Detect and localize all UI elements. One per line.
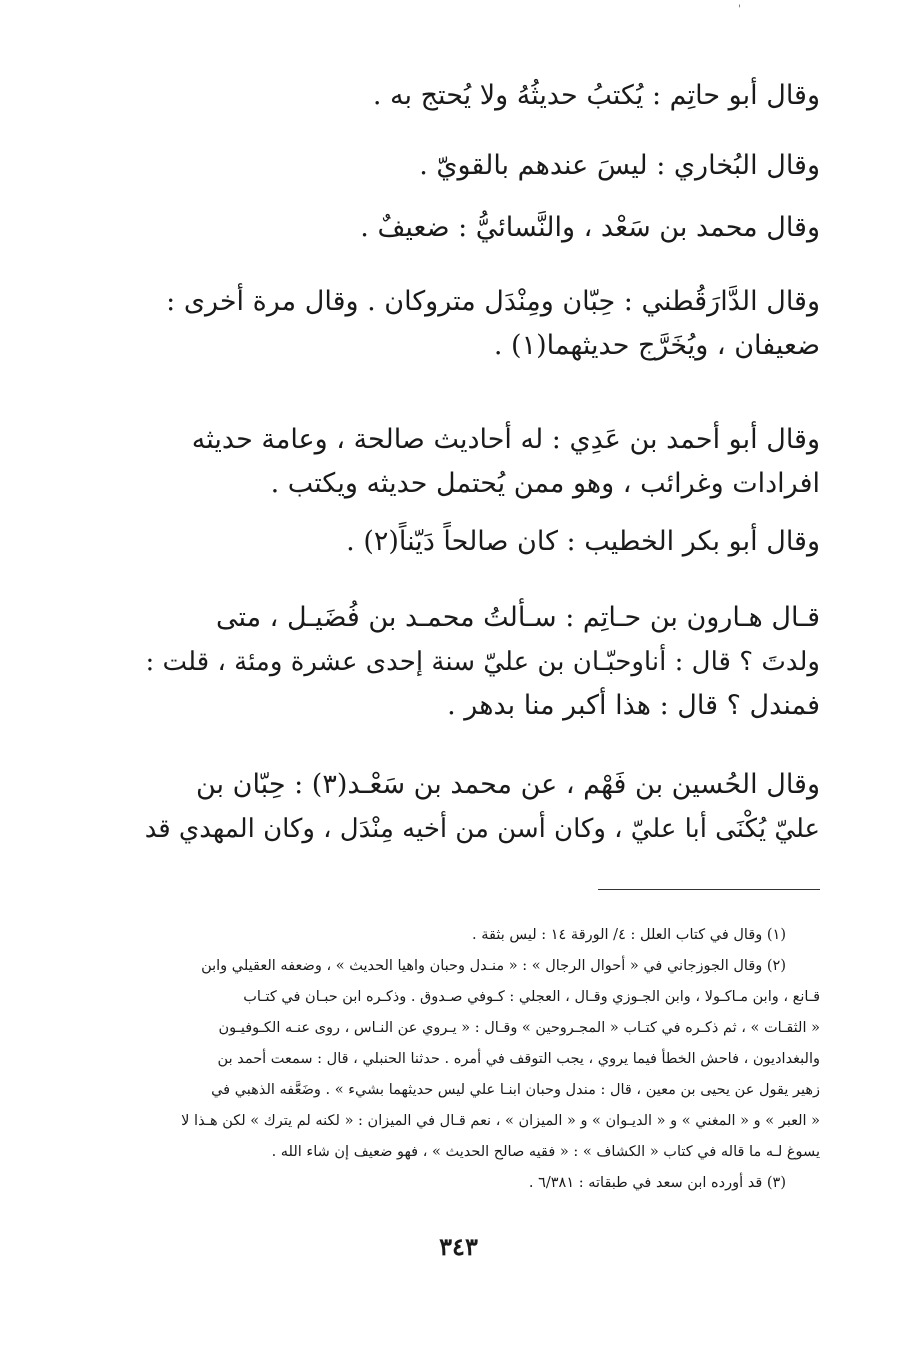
- paragraph-5: [138, 418, 820, 506]
- footnotes: [138, 920, 820, 1199]
- text-line: وقال البُخاري : ليسَ عندهم بالقويّ .: [419, 150, 820, 181]
- text-line: وقال أبو بكر الخطيب : كان صالحاً دَيّناً(٢) .: [346, 526, 820, 557]
- footnote-2: [138, 951, 820, 1168]
- footnote-line: والبغداديون ، فاحش الخطأ فيما يروي ، يجب التوقف في أمره . حدثنا الحنبلي ، قال : سمعت أحمد بن: [217, 1051, 820, 1067]
- text-line: عليّ يُكْنَى أبا عليّ ، وكان أسن من أخيه مِنْدَل ، وكان المهدي قد: [144, 814, 820, 844]
- text-line: وقال محمد بن سَعْد ، والنَّسائيُّ : ضعيفٌ .: [360, 212, 820, 243]
- footnote-line: قـانع ، وابن مـاكـولا ، وابن الجـوزي وقـال ، العجلي : كـوفي صـدوق . وذكـره ابن حبـان في كتـاب: [243, 989, 820, 1005]
- text-line: فمندل ؟ قال : هذا أكبر منا بدهر .: [447, 690, 820, 721]
- footnote-line: (٢) وقال الجوزجاني في « أحوال الرجال » : « منـدل وحبان واهيا الحديث » ، وضعفه العقيلي وابن: [201, 958, 786, 974]
- text-line: ولدتَ ؟ قال : أناوحبّـان بن عليّ سنة إحدى عشرة ومئة ، قلت :: [145, 647, 820, 677]
- paragraph-4: [138, 280, 820, 368]
- footnote-separator: [598, 889, 820, 890]
- page-number: ٣٤٣: [439, 1232, 478, 1261]
- paragraph-7: [138, 596, 820, 728]
- footnote-line: (٣) قد أورده ابن سعد في طبقاته : ٦/٣٨١ .: [528, 1175, 786, 1191]
- text-line: ضعيفان ، ويُخَرَّج حديثهما(١) .: [493, 330, 820, 361]
- footnote-line: (١) وقال في كتاب العلل : ٤/ الورقة ١٤ : ليس بثقة .: [472, 927, 786, 943]
- footnote-line: يسوغ لـه ما قاله في كتاب « الكشاف » : « فقيه صالح الحديث » ، فهو ضعيف إن شاء الله .: [271, 1144, 820, 1160]
- text-line: وقال الدَّارَقُطني : حِبّان ومِنْدَل متروكان . وقال مرة أخرى :: [166, 286, 820, 317]
- footnote-line: زهير يقول عن يحيى بن معين ، قال : مندل وحبان ابنـا علي ليس حديثهما بشيء » . وضَعَّفه الذهبي في: [211, 1082, 820, 1098]
- paragraph-6: [138, 520, 820, 564]
- text-line: افرادات وغرائب ، وهو ممن يُحتمل حديثه ويكتب .: [270, 468, 820, 499]
- text-line: قـال هـارون بن حـاتِم : سـألتُ محمـد بن فُضَيـل ، متى: [215, 602, 820, 633]
- footnote-3: [138, 1168, 820, 1199]
- paragraph-2: [138, 144, 820, 188]
- paragraph-8: [138, 763, 820, 851]
- text-line: وقال أبو أحمد بن عَدِي : له أحاديث صالحة ، وعامة حديثه: [191, 424, 820, 455]
- footnote-line: « الثقـات » ، ثم ذكـره في كتـاب « المجـروحين » وقـال : « يـروي عن النـاس ، روى عنـه الكـوفيـون: [218, 1020, 820, 1036]
- text-line: وقال أبو حاتِم : يُكتبُ حديثُهُ ولا يُحتج به .: [372, 80, 820, 111]
- footnote-1: [138, 920, 820, 951]
- paragraph-3: [138, 206, 820, 250]
- footnote-line: « العبر » و « المغني » و « الديـوان » و « الميزان » ، نعم قـال في الميزان : « لكنه لم يترك » لكن هـذا لا: [181, 1113, 820, 1129]
- text-line: وقال الحُسين بن فَهْم ، عن محمد بن سَعْـد(٣) : حِبّان بن: [195, 769, 820, 800]
- corner-mark: ': [738, 4, 741, 15]
- paragraph-1: [138, 74, 820, 118]
